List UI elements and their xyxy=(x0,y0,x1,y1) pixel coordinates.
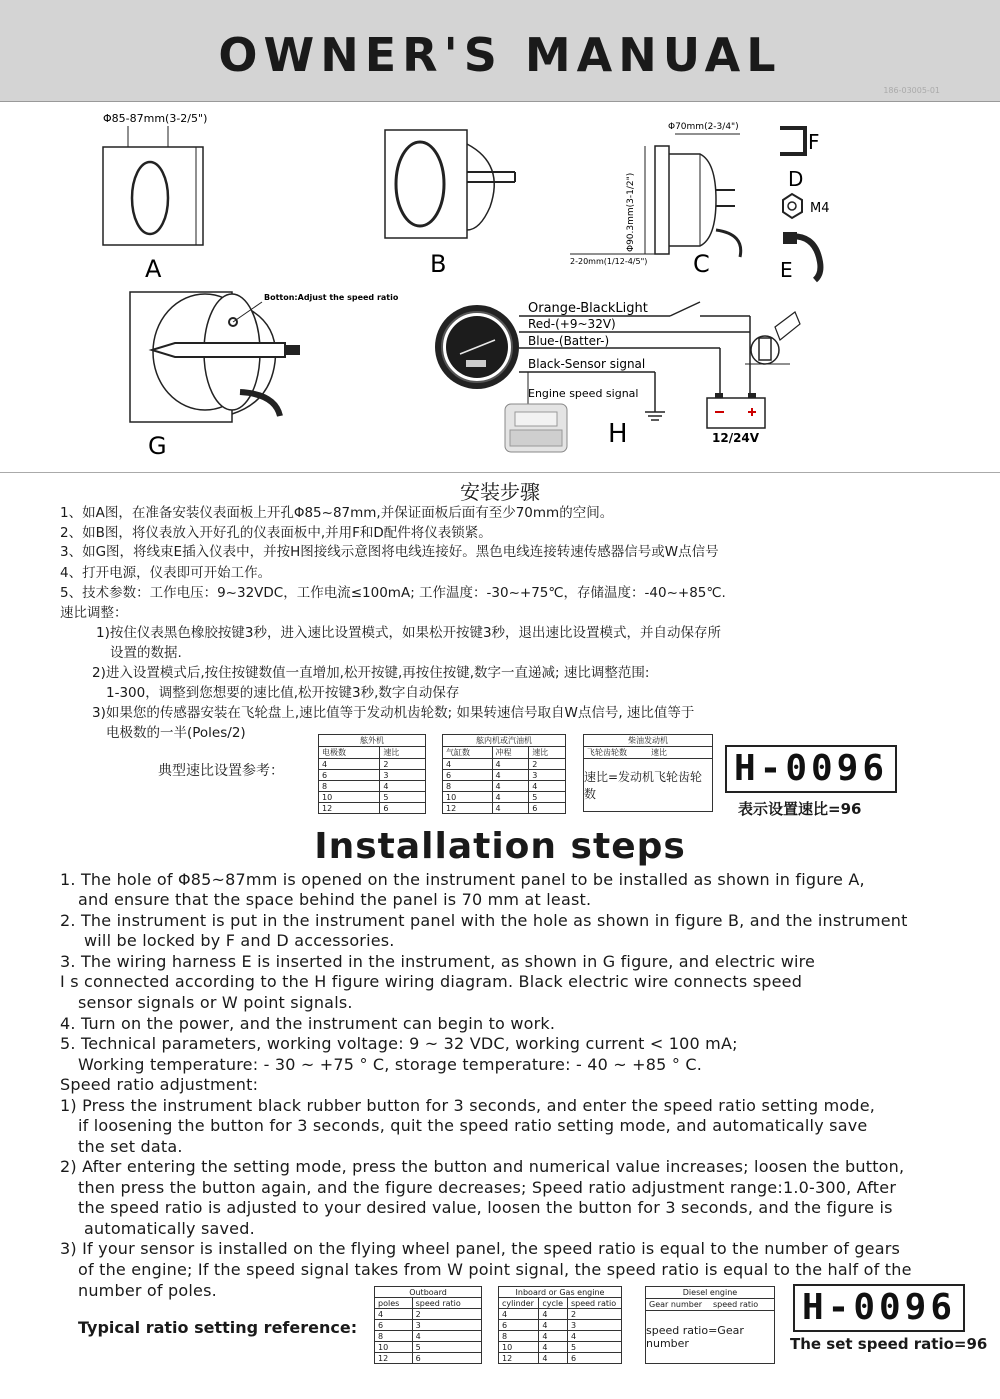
figure-b xyxy=(385,130,515,278)
table-title: 舷外机 xyxy=(319,735,426,747)
cn-ratio-3-cont: 电极数的一半(Poles/2) xyxy=(106,725,246,741)
en-ratio-1-cont2: the set data. xyxy=(78,1137,183,1156)
cn-ratio-1: 1)按住仪表黑色橡胶按键3秒，进入速比设置模式，如果松开按键3秒，退出速比设置模式，并自动保存所 xyxy=(96,625,722,641)
en-diesel-box xyxy=(645,1286,775,1364)
en-ratio-2-cont2: the speed ratio is adjusted to your desired value, loosen the button for 3 seconds, and the figure is xyxy=(78,1198,893,1217)
wire-blue: Blue-(Batter-) xyxy=(528,334,610,348)
table-header: speed ratio xyxy=(713,1300,759,1309)
cn-ratio-3: 3)如果您的传感器安装在飞轮盘上,速比值等于发动机齿轮数; 如果转速信号取自W点信号, 速比值等于 xyxy=(92,705,695,721)
table-row: 6 3 xyxy=(319,770,426,781)
cn-ratio-1-cont: 设置的数据. xyxy=(110,645,182,661)
cn-inboard-table xyxy=(442,734,566,814)
accessory-e-label: E xyxy=(780,258,793,282)
section-divider xyxy=(0,472,1000,473)
en-step-2-cont: will be locked by F and D accessories. xyxy=(84,931,395,950)
en-ratio-2-cont3: automatically saved. xyxy=(84,1219,255,1238)
cn-ratio-2-cont: 1-300，调整到您想要的速比值,松开按键3秒,数字自动保存 xyxy=(106,685,460,701)
cn-diesel-box xyxy=(583,734,713,812)
diesel-formula: speed ratio=Gear number xyxy=(646,1324,744,1350)
bolt-size: M4 xyxy=(810,201,830,216)
cn-step-3: 3、如G图，将线束E插入仪表中，并按H图接线示意图将电线连接好。黑色电线连接转速传感器信号或W点信号 xyxy=(60,544,719,560)
figure-c-dim-bottom: 2-20mm(1/12-4/5") xyxy=(570,257,648,266)
en-step-2: 2. The instrument is put in the instrument panel with the hole as shown in figure B, and the instrument xyxy=(60,911,908,930)
en-ratio-2-cont: then press the button again, and the figure decreases; Speed ratio adjustment range:1.0-300, After xyxy=(78,1178,897,1197)
figure-h-label: H xyxy=(608,419,628,449)
table-title: Outboard xyxy=(375,1287,482,1298)
table-row: 12 6 xyxy=(319,803,426,814)
figure-g xyxy=(130,292,399,460)
battery-voltage: 12/24V xyxy=(712,431,760,445)
table-row: 4 4 2 xyxy=(443,759,566,770)
figure-a-label: A xyxy=(145,255,162,283)
table-header: 气缸数 xyxy=(443,747,493,759)
table-title: 柴油发动机 xyxy=(584,735,712,747)
figure-c xyxy=(570,122,741,278)
table-header: 冲程 xyxy=(492,747,529,759)
en-outboard-table xyxy=(374,1286,482,1364)
table-header: cycle xyxy=(539,1298,568,1309)
table-row: 12 6 xyxy=(375,1353,482,1364)
en-step-3-cont2: sensor signals or W point signals. xyxy=(78,993,353,1012)
figure-a xyxy=(103,112,207,283)
table-title: Inboard or Gas engine xyxy=(499,1287,622,1298)
table-row: 8 4 4 xyxy=(499,1331,622,1342)
table-row: 6 4 3 xyxy=(499,1320,622,1331)
cn-step-5: 5、技术参数：工作电压：9~32VDC，工作电流≤100mA; 工作温度：-30~+75℃，存储温度：-40~+85℃. xyxy=(60,585,726,601)
cn-section-title: 安装步骤 xyxy=(460,480,540,504)
figure-b-label: B xyxy=(430,250,447,278)
table-row: 12 4 6 xyxy=(443,803,566,814)
cn-ref-label: 典型速比设置参考： xyxy=(158,763,284,779)
table-row: 6 3 xyxy=(375,1320,482,1331)
table-header: speed ratio xyxy=(412,1298,481,1309)
figure-a-dim: Φ85-87mm(3-2/5") xyxy=(103,112,208,125)
cn-lcd-display: H-0096 xyxy=(725,745,897,793)
table-row: 10 4 5 xyxy=(443,792,566,803)
en-ref-label: Typical ratio setting reference: xyxy=(78,1318,358,1337)
table-header: cylinder xyxy=(499,1298,539,1309)
table-row: 8 4 xyxy=(375,1331,482,1342)
en-inboard-table xyxy=(498,1286,622,1364)
table-header: Gear number xyxy=(649,1300,703,1309)
figure-c-dim-side: Φ90.3mm(3-1/2") xyxy=(626,172,636,252)
en-step-4: 4. Turn on the power, and the instrument can begin to work. xyxy=(60,1014,556,1033)
en-step-1: 1. The hole of Φ85~87mm is opened on the instrument panel to be installed as shown in figure A, xyxy=(60,870,865,889)
en-lcd-caption: The set speed ratio=96 xyxy=(790,1335,988,1353)
table-row: 10 5 xyxy=(375,1342,482,1353)
page-title: OWNER'S MANUAL xyxy=(218,28,782,82)
figure-c-label: C xyxy=(693,250,710,278)
figure-h-wiring xyxy=(435,301,800,452)
installation-figures xyxy=(0,102,1000,472)
table-row: 12 4 6 xyxy=(499,1353,622,1364)
table-header: 飞轮齿轮数 xyxy=(587,748,627,757)
table-header: 速比 xyxy=(651,748,667,757)
en-step-5: 5. Technical parameters, working voltage: 9 ~ 32 VDC, working current < 100 mA; xyxy=(60,1034,738,1053)
cn-outboard-table xyxy=(318,734,426,814)
en-step-3-cont: I s connected according to the H figure wiring diagram. Black electric wire connects speed xyxy=(60,972,803,991)
table-row: 4 4 2 xyxy=(499,1309,622,1320)
en-ratio-3-cont: of the engine; If the speed signal takes from W point signal, the speed ratio is equal to the half of the xyxy=(78,1260,912,1279)
en-ratio-1-cont: if loosening the button for 3 seconds, quit the speed ratio setting mode, and automatically save xyxy=(78,1116,868,1135)
table-header: speed ratio xyxy=(567,1298,621,1309)
wire-orange: Orange-BlackLight xyxy=(528,301,648,316)
table-header: 电极数 xyxy=(319,747,380,759)
en-ratio-3-cont2: number of poles. xyxy=(78,1281,217,1300)
table-header: poles xyxy=(375,1298,413,1309)
table-row: 6 4 3 xyxy=(443,770,566,781)
document-code: 186-03005-01 xyxy=(883,86,940,95)
figure-g-label: G xyxy=(148,432,167,460)
cn-ratio-heading: 速比调整： xyxy=(60,605,128,621)
en-step-1-cont: and ensure that the space behind the panel is 70 mm at least. xyxy=(78,890,592,909)
table-header: 速比 xyxy=(380,747,426,759)
en-ratio-3: 3) If your sensor is installed on the flying wheel panel, the speed ratio is equal to the number of gears xyxy=(60,1239,901,1258)
accessory-d-label: D xyxy=(788,167,804,191)
accessory-f-label: F xyxy=(808,130,820,154)
wire-red: Red-(+9~32V) xyxy=(528,317,616,331)
en-ratio-heading: Speed ratio adjustment: xyxy=(60,1075,259,1094)
en-ratio-2: 2) After entering the setting mode, press the button and numerical value increases; loosen the button, xyxy=(60,1157,905,1176)
table-row: 8 4 4 xyxy=(443,781,566,792)
table-title: 舷内机或汽油机 xyxy=(443,735,566,747)
cn-ratio-2: 2)进入设置模式后,按住按键数值一直增加,松开按键,再按住按键,数字一直递减; 速比调整范围: xyxy=(92,665,650,681)
diesel-formula: 速比=发动机飞轮齿轮数 xyxy=(584,770,703,801)
en-ratio-1: 1) Press the instrument black rubber button for 3 seconds, and enter the speed ratio setting mode, xyxy=(60,1096,876,1115)
en-section-title: Installation steps xyxy=(314,826,686,867)
en-step-5-cont: Working temperature: - 30 ~ +75 ° C, storage temperature: - 40 ~ +85 ° C. xyxy=(78,1055,702,1074)
table-title: Diesel engine xyxy=(646,1287,774,1299)
en-step-3: 3. The wiring harness E is inserted in the instrument, as shown in G figure, and electric wire xyxy=(60,952,816,971)
table-row: 10 5 xyxy=(319,792,426,803)
accessories xyxy=(780,128,830,282)
table-row: 4 2 xyxy=(375,1309,482,1320)
cn-lcd-caption: 表示设置速比=96 xyxy=(738,800,862,818)
wire-engine: Engine speed signal xyxy=(528,387,639,400)
cn-step-4: 4、打开电源，仪表即可开始工作。 xyxy=(60,565,272,581)
table-header: 速比 xyxy=(529,747,566,759)
table-row: 10 4 5 xyxy=(499,1342,622,1353)
cn-step-1: 1、如A图，在准备安装仪表面板上开孔Φ85~87mm,并保证面板后面有至少70mm的空间。 xyxy=(60,505,614,521)
header-banner xyxy=(0,0,1000,102)
table-row: 4 2 xyxy=(319,759,426,770)
figure-c-dim-top: Φ70mm(2-3/4") xyxy=(668,122,739,132)
figure-g-note: Botton:Adjust the speed ratio xyxy=(264,293,399,302)
wire-black: Black-Sensor signal xyxy=(528,357,646,371)
cn-step-2: 2、如B图，将仪表放入开好孔的仪表面板中,并用F和D配件将仪表锁紧。 xyxy=(60,525,492,541)
table-row: 8 4 xyxy=(319,781,426,792)
en-lcd-display: H-0096 xyxy=(793,1284,965,1332)
